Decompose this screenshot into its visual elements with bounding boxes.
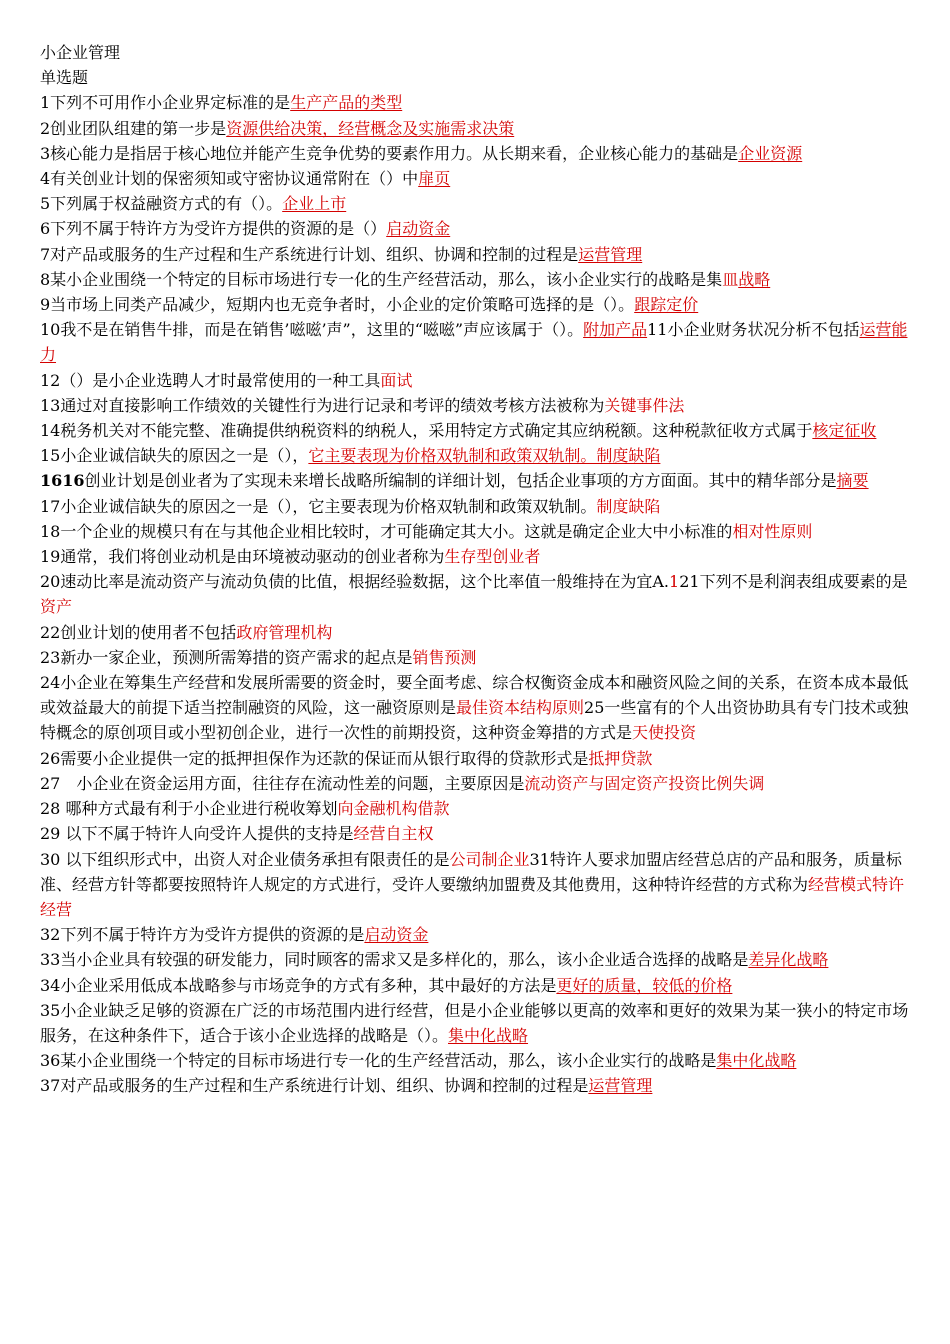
question-item (40, 494, 918, 519)
question-text: 10我不是在销售牛排，而是在销售’嗞嗞’声”，这里的“嗞嗞”声应该属于（）。 (40, 320, 584, 340)
answer-text: 核定征收 (812, 421, 877, 441)
question-item (40, 771, 918, 796)
answer-text: 战略 (738, 269, 771, 289)
question-item (40, 645, 918, 670)
answer-text: 面试 (380, 370, 413, 390)
question-text: 36某小企业围绕一个特定的目标市场进行专一化的生产经营活动，那么，该小企业实行的战略是 (40, 1051, 717, 1071)
answer-text: 资产 (40, 597, 73, 617)
question-text: 37对产品或服务的生产过程和生产系统进行计划、组织、协调和控制的过程是 (40, 1076, 589, 1096)
answer-text: 企业资源 (738, 143, 803, 163)
answer-text: 资源供给决策，经营概念及实施需求决策 (226, 118, 515, 138)
doc-title: 小企业管理 (40, 43, 121, 62)
question-text: 3核心能力是指居于核心地位并能产生竞争优势的要素作用力。从长期来看，企业核心能力的基础是 (40, 143, 739, 163)
question-item (40, 746, 918, 771)
answer-text: 抵押贷款 (588, 748, 653, 768)
question-item (40, 443, 918, 468)
answer-text: 集中化战略 (716, 1051, 797, 1071)
answer-text: 关键事件法 (604, 395, 685, 415)
question-text: 7对产品或服务的生产过程和生产系统进行计划、组织、协调和控制的过程是 (40, 244, 579, 264)
answer-text: 制度缺陷 (596, 496, 661, 516)
question-item (40, 670, 918, 746)
question-item (40, 368, 918, 393)
question-text: 23新办一家企业，预测所需筹措的资产需求的起点是 (40, 647, 413, 667)
question-item (40, 191, 918, 216)
question-text: 1下列不可用作小企业界定标准的是 (40, 93, 291, 113)
question-item (40, 468, 918, 493)
answer-text: 跟踪定价 (634, 295, 699, 315)
question-list (40, 90, 918, 1098)
question-text: 35小企业缺乏足够的资源在广泛的市场范围内进行经营，但是小企业能够以更高的效率和更好的效果为某一狭小的特定市场服务，在这种条件下，适合于该小企业选择的战略是（）。 (40, 1000, 909, 1045)
question-item (40, 292, 918, 317)
question-item (40, 418, 918, 443)
question-item (40, 544, 918, 569)
question-item (40, 393, 918, 418)
answer-text: 启动资金 (364, 925, 429, 945)
question-text: 13通过对直接影响工作绩效的关键性行为进行记录和考评的绩效考核方法被称为 (40, 395, 605, 415)
question-text: 26需要小企业提供一定的抵押担保作为还款的保证而从银行取得的贷款形式是 (40, 748, 589, 768)
question-text: 8某小企业围绕一个特定的目标市场进行专一化的生产经营活动，那么，该小企业实行的战略是集 (40, 269, 723, 289)
answer-text: 附加产品 (583, 320, 648, 340)
question-item (40, 90, 918, 115)
question-item (40, 620, 918, 645)
question-text: 创业计划是创业者为了实现未来增长战略所编制的详细计划，包括企业事项的方方面面。其中的精华部分是 (84, 471, 837, 491)
answer-text: 流动资产与固定资产投资比例失调 (524, 773, 765, 793)
question-text: 19通常，我们将创业动机是由环境被动驱动的创业者称为 (40, 547, 445, 567)
question-text: 2创业团队组建的第一步是 (40, 118, 227, 138)
answer-text: 差异化战略 (748, 950, 829, 970)
answer-text: 向金融机构借款 (337, 799, 450, 819)
question-text: 25一些富有的个人出资协助具有专门技术或独特概念的原创项目或小型初创企业，进行一次性的前期投资，这种资金筹措的方式是 (40, 698, 909, 743)
question-text: 11小企业财务状况分析不包括 (647, 320, 860, 340)
answer-text: 皿 (722, 269, 739, 289)
answer-text: 1 (669, 572, 680, 592)
question-text: 27 小企业在资金运用方面，往往存在流动性差的问题，主要原因是 (40, 773, 525, 793)
question-text: 32下列不属于特许方为受许方提供的资源的是 (40, 925, 365, 945)
question-text: 20速动比率是流动资产与流动负债的比值，根据经验数据，这个比率值一般维持在为宜A. (40, 572, 670, 592)
answer-text: 扉页 (418, 169, 451, 189)
answer-text: 运营管理 (588, 1076, 653, 1096)
question-text: 29 以下不属于特许人向受许人提供的支持是 (40, 824, 354, 844)
answer-text: 天使投资 (632, 723, 697, 743)
answer-text: 集中化战略 (448, 1025, 529, 1045)
section-heading: 单选题 (40, 68, 89, 88)
question-item (40, 519, 918, 544)
answer-text: 相对性原则 (732, 521, 813, 541)
question-item (40, 267, 918, 292)
question-text: 24小企业在筹集生产经营和发展所需要的资金时，要全面考虑、综合权衡资金成本和融资风险之间的关系，在资本成本最低或效益最大的前提下适当控制融资的风险，这一融资原则是 (40, 673, 909, 718)
question-item (40, 947, 918, 972)
answer-text: 销售预测 (412, 647, 477, 667)
question-text: 21下列不是利润表组成要素的是 (679, 572, 908, 592)
answer-text: 政府管理机构 (236, 622, 333, 642)
answer-text: 启动资金 (386, 219, 451, 239)
question-text: 9当市场上同类产品减少，短期内也无竞争者时，小企业的定价策略可选择的是（）。 (40, 295, 635, 315)
question-item (40, 847, 918, 923)
question-text: 18一个企业的规模只有在与其他企业相比较时，才可能确定其大小。这就是确定企业大中小标准的 (40, 521, 733, 541)
question-item (40, 569, 918, 619)
question-text: 30 以下组织形式中，出资人对企业债务承担有限责任的是 (40, 849, 450, 869)
question-item (40, 1048, 918, 1073)
question-text: 15小企业诚信缺失的原因之一是（）， (40, 446, 309, 466)
question-item (40, 922, 918, 947)
question-item (40, 796, 918, 821)
question-text: 12（）是小企业选聘人才时最常使用的一种工具 (40, 370, 381, 390)
answer-text: 生存型创业者 (444, 547, 541, 567)
question-item (40, 166, 918, 191)
answer-text: 生产产品的类型 (290, 93, 403, 113)
answer-text: 企业上市 (282, 194, 347, 214)
question-item (40, 998, 918, 1048)
question-item (40, 216, 918, 241)
answer-text: 最佳资本结构原则 (456, 698, 585, 718)
answer-text: 摘要 (836, 471, 869, 491)
question-item (40, 242, 918, 267)
answer-text: 经营自主权 (353, 824, 434, 844)
answer-text: 它主要表现为价格双轨制和政策双轨制。制度缺陷 (308, 446, 661, 466)
question-text: 17小企业诚信缺失的原因之一是（），它主要表现为价格双轨制和政策双轨制。 (40, 496, 597, 516)
question-item (40, 821, 918, 846)
question-item (40, 973, 918, 998)
question-text: 33当小企业具有较强的研发能力，同时顾客的需求又是多样化的，那么，该小企业适合选择的战略是 (40, 950, 749, 970)
question-item (40, 317, 918, 367)
answer-text: 经营模式特许经营 (40, 874, 905, 919)
question-text: 6下列不属于特许方为受许方提供的资源的是（） (40, 219, 387, 239)
question-text: 1616 (40, 471, 85, 491)
question-text: 31特许人要求加盟店经营总店的产品和服务，质量标准、经营方针等都要按照特许人规定的方式进行，受许人要缴纳加盟费及其他费用，这种特许经营的方式称为 (40, 849, 902, 894)
answer-text: 运营能力 (40, 320, 908, 365)
answer-text: 公司制企业 (449, 849, 530, 869)
question-item (40, 116, 918, 141)
question-item (40, 141, 918, 166)
question-text: 22创业计划的使用者不包括 (40, 622, 237, 642)
question-text: 14税务机关对不能完整、准确提供纳税资料的纳税人，采用特定方式确定其应纳税额。这种税款征收方式属于 (40, 421, 813, 441)
answer-text: 运营管理 (578, 244, 643, 264)
question-text: 5下列属于权益融资方式的有（）。 (40, 194, 283, 214)
question-text: 4有关创业计划的保密须知或守密协议通常附在（）中 (40, 169, 419, 189)
answer-text: 更好的质量，较低的价格 (556, 975, 733, 995)
question-text: 28 哪种方式最有利于小企业进行税收筹划 (40, 799, 338, 819)
question-text: 34小企业采用低成本战略参与市场竞争的方式有多种，其中最好的方法是 (40, 975, 557, 995)
question-item (40, 1073, 918, 1098)
